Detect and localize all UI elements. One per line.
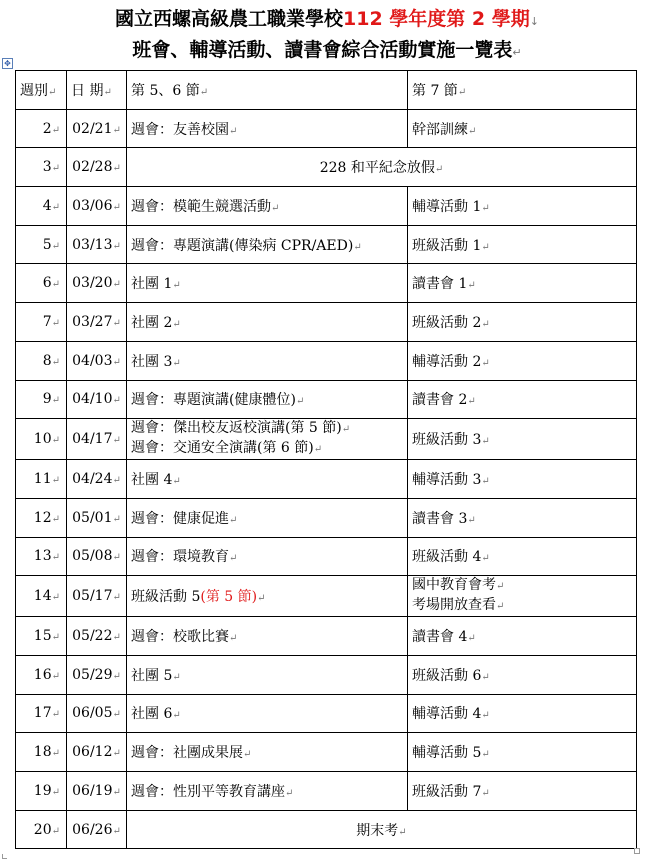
- week-cell: 17↵: [16, 694, 67, 733]
- periods-5-6-cell: 社團 4↵: [127, 460, 408, 499]
- week-cell: 14↵: [16, 576, 67, 617]
- week-cell: 5↵: [16, 225, 67, 264]
- period-7-cell: 讀書會 4↵: [408, 617, 637, 656]
- table-row: [16, 772, 637, 811]
- table-row: [16, 733, 637, 772]
- week-cell: 3↵: [16, 148, 67, 187]
- date-cell: 06/26↵: [67, 810, 127, 849]
- paragraph-mark: ↵: [512, 46, 522, 59]
- period-7-cell: 讀書會 1↵: [408, 264, 637, 303]
- period-7-cell: 輔導活動 5↵: [408, 733, 637, 772]
- document-title-line-2: [0, 38, 654, 65]
- header-date: 日 期↵: [67, 71, 127, 110]
- week-cell: 4↵: [16, 187, 67, 226]
- period-7-cell: 讀書會 2↵: [408, 380, 637, 419]
- periods-5-6-cell: 社團 5↵: [127, 655, 408, 694]
- table-move-handle-icon[interactable]: ✥: [2, 58, 13, 69]
- date-cell: 04/03↵: [67, 341, 127, 380]
- table-row: [16, 498, 637, 537]
- line-break-mark: ↓: [529, 15, 539, 28]
- table-row: [16, 460, 637, 499]
- periods-5-6-cell: 週會：模範生競選活動↵: [127, 187, 408, 226]
- table-row: [16, 419, 637, 460]
- date-cell: 05/08↵: [67, 537, 127, 576]
- table-row: [16, 148, 637, 187]
- table-title: 班會、輔導活動、讀書會綜合活動實施一覽表: [132, 39, 513, 61]
- periods-5-6-cell: 週會：社團成果展↵: [127, 733, 408, 772]
- date-cell: 04/17↵: [67, 419, 127, 460]
- period-7-cell: 輔導活動 2↵: [408, 341, 637, 380]
- period-7-cell: 輔導活動 4↵: [408, 694, 637, 733]
- table-row: [16, 225, 637, 264]
- week-cell: 13↵: [16, 537, 67, 576]
- table-row: [16, 109, 637, 148]
- week-cell: 18↵: [16, 733, 67, 772]
- date-cell: 03/13↵: [67, 225, 127, 264]
- week-cell: 2↵: [16, 109, 67, 148]
- periods-5-6-cell: 週會：傑出校友返校演講(第 5 節)↵ 週會：交通安全演講(第 6 節)↵: [127, 419, 408, 460]
- table-row: [16, 617, 637, 656]
- period-7-cell: 班級活動 4↵: [408, 537, 637, 576]
- period-7-cell: 班級活動 3↵: [408, 419, 637, 460]
- date-cell: 05/22↵: [67, 617, 127, 656]
- document-title-line-1: [0, 7, 654, 34]
- table-row: [16, 655, 637, 694]
- week-cell: 7↵: [16, 303, 67, 342]
- date-cell: 03/27↵: [67, 303, 127, 342]
- periods-5-6-cell: 社團 3↵: [127, 341, 408, 380]
- table-row: [16, 694, 637, 733]
- periods-5-6-cell: 週會：專題演講(健康體位)↵: [127, 380, 408, 419]
- week-cell: 16↵: [16, 655, 67, 694]
- date-cell: 02/28↵: [67, 148, 127, 187]
- date-cell: 06/05↵: [67, 694, 127, 733]
- table-header-row: [16, 71, 637, 110]
- date-cell: 02/21↵: [67, 109, 127, 148]
- periods-5-6-cell: 週會：健康促進↵: [127, 498, 408, 537]
- week-cell: 12↵: [16, 498, 67, 537]
- periods-5-6-cell: 週會：環境教育↵: [127, 537, 408, 576]
- table-row: [16, 264, 637, 303]
- header-period-7: 第 7 節↵: [408, 71, 637, 110]
- periods-5-6-cell: 週會：友善校園↵: [127, 109, 408, 148]
- week-cell: 15↵: [16, 617, 67, 656]
- header-week: 週別↵: [16, 71, 67, 110]
- periods-5-6-cell: 週會：性別平等教育講座↵: [127, 772, 408, 811]
- week-cell: 11↵: [16, 460, 67, 499]
- periods-5-6-cell: 班級活動 5(第 5 節)↵: [127, 576, 408, 617]
- semester-label: 112 學年度第 2 學期: [343, 8, 530, 30]
- table-row: [16, 576, 637, 617]
- periods-5-6-cell: 社團 1↵: [127, 264, 408, 303]
- period-7-cell: 班級活動 1↵: [408, 225, 637, 264]
- date-cell: 06/19↵: [67, 772, 127, 811]
- week-cell: 20↵: [16, 810, 67, 849]
- table-resize-handle[interactable]: [634, 848, 640, 854]
- date-cell: 06/12↵: [67, 733, 127, 772]
- periods-5-6-cell: 社團 6↵: [127, 694, 408, 733]
- week-cell: 19↵: [16, 772, 67, 811]
- periods-5-6-cell: 週會：校歌比賽↵: [127, 617, 408, 656]
- date-cell: 05/29↵: [67, 655, 127, 694]
- table-row: [16, 187, 637, 226]
- periods-5-6-cell: 週會：專題演講(傳染病 CPR/AED)↵: [127, 225, 408, 264]
- date-cell: 03/20↵: [67, 264, 127, 303]
- table-row: [16, 380, 637, 419]
- table-row: [16, 537, 637, 576]
- period-7-cell: 班級活動 6↵: [408, 655, 637, 694]
- week-cell: 8↵: [16, 341, 67, 380]
- table-row: [16, 303, 637, 342]
- school-name: 國立西螺高級農工職業學校: [115, 8, 344, 30]
- period-7-cell: 幹部訓練↵: [408, 109, 637, 148]
- table-row: [16, 341, 637, 380]
- period-7-cell: 讀書會 3↵: [408, 498, 637, 537]
- period-7-cell: 輔導活動 1↵: [408, 187, 637, 226]
- table-row: [16, 810, 637, 849]
- merged-event-cell: 期末考↵: [127, 810, 637, 849]
- week-cell: 9↵: [16, 380, 67, 419]
- schedule-table: [15, 70, 637, 849]
- week-cell: 10↵: [16, 419, 67, 460]
- date-cell: 03/06↵: [67, 187, 127, 226]
- header-periods-5-6: 第 5、6 節↵: [127, 71, 408, 110]
- periods-5-6-cell: 社團 2↵: [127, 303, 408, 342]
- period-7-cell: 國中教育會考↵ 考場開放查看↵: [408, 576, 637, 617]
- date-cell: 05/01↵: [67, 498, 127, 537]
- merged-event-cell: 228 和平紀念放假↵: [127, 148, 637, 187]
- week-cell: 6↵: [16, 264, 67, 303]
- page-corner-mark: [2, 854, 7, 859]
- period-7-cell: 班級活動 2↵: [408, 303, 637, 342]
- period-7-cell: 輔導活動 3↵: [408, 460, 637, 499]
- date-cell: 04/10↵: [67, 380, 127, 419]
- date-cell: 04/24↵: [67, 460, 127, 499]
- date-cell: 05/17↵: [67, 576, 127, 617]
- period-7-cell: 班級活動 7↵: [408, 772, 637, 811]
